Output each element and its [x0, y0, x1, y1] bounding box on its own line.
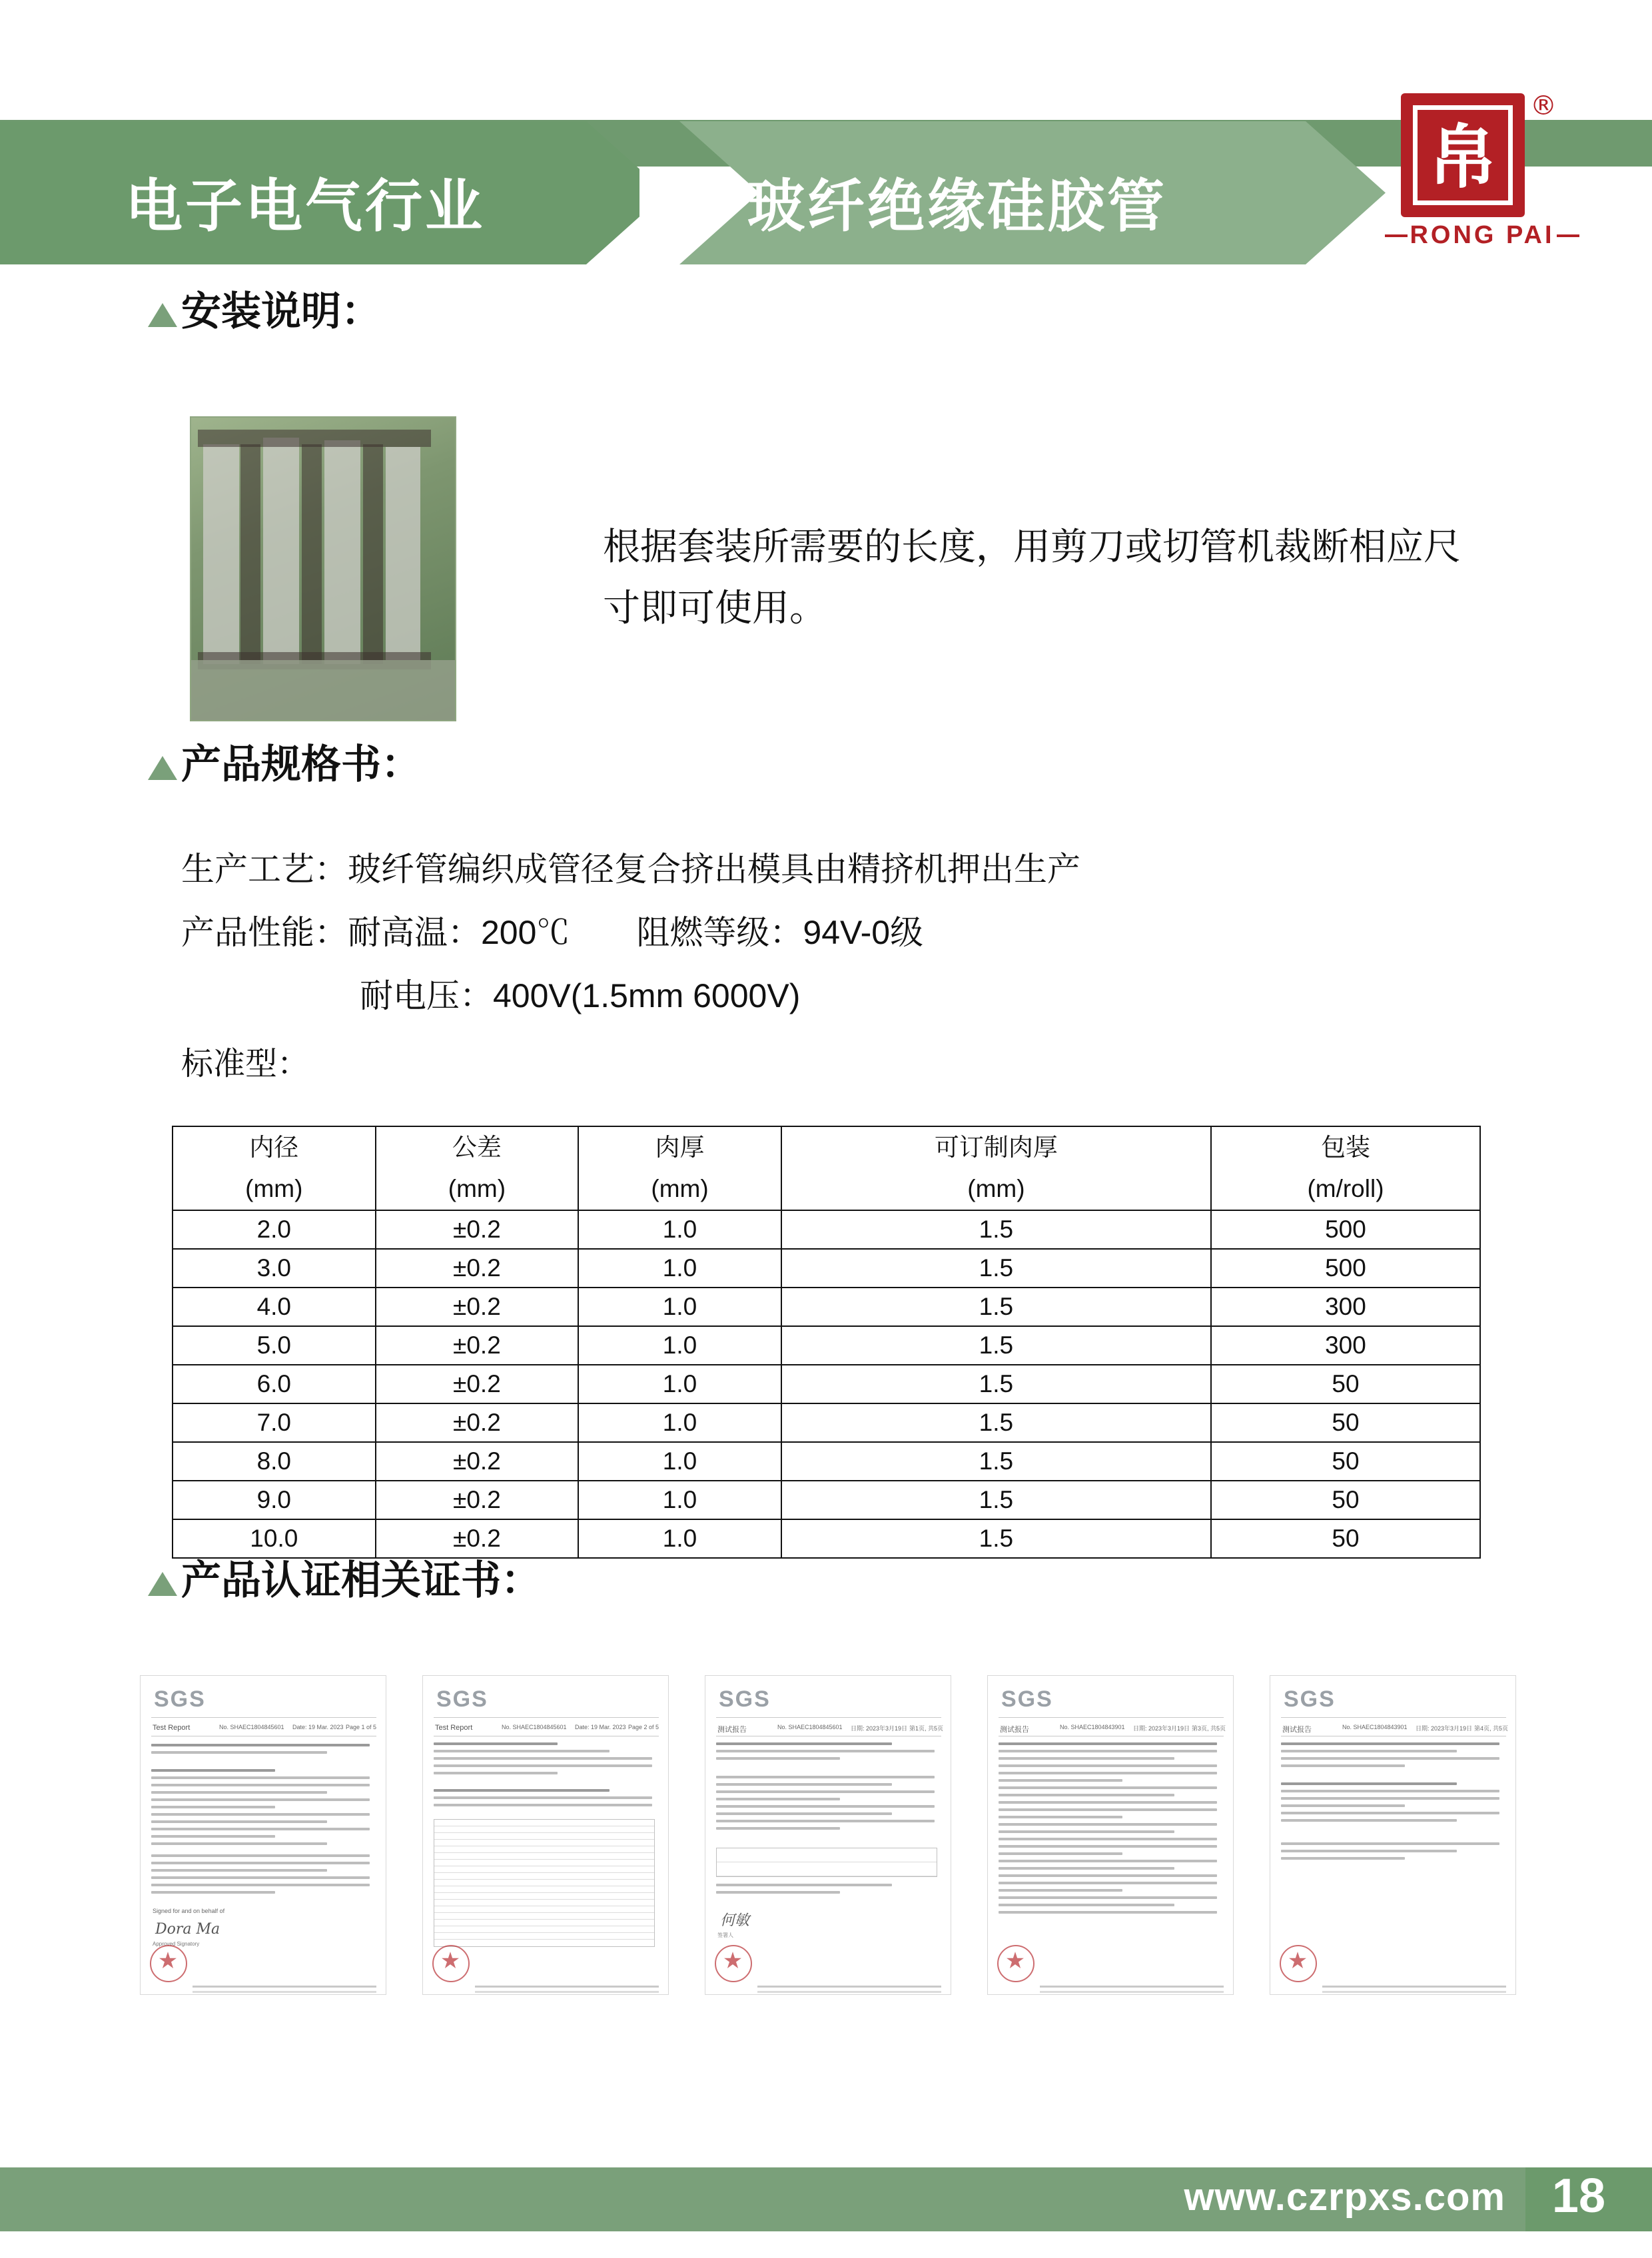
certificates-section-heading: 产品认证相关证书：: [181, 1558, 541, 1603]
cell-wall-thickness: 1.0: [578, 1249, 781, 1288]
certificate-title-1: Test Report: [153, 1724, 191, 1732]
cell-custom-thickness: 1.5: [781, 1249, 1211, 1288]
certificate-thumbnail-5[interactable]: [1270, 1675, 1516, 1995]
col-header-packaging: 包装: [1211, 1126, 1480, 1168]
cell-packaging: 50: [1211, 1519, 1480, 1558]
certificate-date-4: 日期: 2023年3月19日: [1133, 1725, 1190, 1732]
cell-inner-diameter: 4.0: [173, 1288, 376, 1326]
triangle-bullet-icon-2: [148, 756, 177, 780]
cell-custom-thickness: 1.5: [781, 1442, 1211, 1481]
footer-website-url[interactable]: www.czrpxs.com: [1184, 2175, 1505, 2219]
specification-table: [172, 1126, 1481, 1559]
certificate-signature-3: 何敏: [720, 1912, 750, 1929]
cell-tolerance: ±0.2: [376, 1519, 579, 1558]
cell-inner-diameter: 8.0: [173, 1442, 376, 1481]
cell-packaging: 50: [1211, 1442, 1480, 1481]
table-row: [173, 1288, 1480, 1326]
certificate-thumbnail-4[interactable]: [987, 1675, 1234, 1995]
page-footer: [0, 2118, 1652, 2258]
certificate-stamp-icon-3: [715, 1945, 752, 1982]
cell-wall-thickness: 1.0: [578, 1326, 781, 1365]
certificate-ref-4: No. SHAEC1804843901: [1060, 1724, 1125, 1730]
sgs-logo-5: SGS: [1284, 1687, 1336, 1712]
page-header: [0, 0, 1652, 286]
sgs-logo-2: SGS: [436, 1687, 488, 1712]
col-header-custom-thickness: 可订制肉厚: [781, 1126, 1211, 1168]
certificate-date-5: 日期: 2023年3月19日: [1416, 1725, 1473, 1732]
certificate-page-5: 第4页, 共5页: [1474, 1725, 1509, 1732]
certificate-page-4: 第3页, 共5页: [1192, 1725, 1226, 1732]
table-row: [173, 1365, 1480, 1403]
cell-inner-diameter: 5.0: [173, 1326, 376, 1365]
cell-custom-thickness: 1.5: [781, 1288, 1211, 1326]
col-header-tolerance: 公差: [376, 1126, 579, 1168]
cell-custom-thickness: 1.5: [781, 1365, 1211, 1403]
cell-tolerance: ±0.2: [376, 1481, 579, 1519]
cell-inner-diameter: 7.0: [173, 1403, 376, 1442]
cell-inner-diameter: 3.0: [173, 1249, 376, 1288]
spec-process-line: 生产工艺：玻纤管编织成管径复合挤出模具由精挤机押出生产: [181, 851, 1080, 888]
cell-wall-thickness: 1.0: [578, 1210, 781, 1249]
col-unit-custom-thickness: (mm): [781, 1168, 1211, 1210]
certificate-page-1: Page 1 of 5: [346, 1724, 377, 1730]
triangle-bullet-icon-3: [148, 1572, 177, 1596]
col-unit-wall-thickness: (mm): [578, 1168, 781, 1210]
cell-wall-thickness: 1.0: [578, 1288, 781, 1326]
table-row: [173, 1442, 1480, 1481]
certificate-ref-2: No. SHAEC1804845601: [502, 1724, 567, 1730]
certificate-ref-1: No. SHAEC1804845601: [219, 1724, 284, 1730]
certificates-gallery: [140, 1675, 1519, 1995]
cell-packaging: 500: [1211, 1210, 1480, 1249]
certificate-thumbnail-3[interactable]: [705, 1675, 951, 1995]
brand-logo: [1382, 93, 1582, 260]
table-header-row-units: [173, 1168, 1480, 1210]
col-unit-packaging: (m/roll): [1211, 1168, 1480, 1210]
col-unit-tolerance: (mm): [376, 1168, 579, 1210]
certificate-title-3: 测试报告: [717, 1726, 747, 1734]
col-header-inner-diameter: 内径: [173, 1126, 376, 1168]
cell-tolerance: ±0.2: [376, 1365, 579, 1403]
cell-tolerance: ±0.2: [376, 1288, 579, 1326]
certificate-stamp-icon-2: [432, 1945, 470, 1982]
industry-tag-label: 电子电气行业: [125, 175, 485, 238]
table-row: [173, 1249, 1480, 1288]
certificate-date-2: Date: 19 Mar. 2023: [575, 1724, 626, 1730]
table-row: [173, 1481, 1480, 1519]
cell-tolerance: ±0.2: [376, 1249, 579, 1288]
certificate-title-4: 测试报告: [1000, 1726, 1029, 1734]
product-tag-label: 玻纤绝缘硅胶管: [747, 175, 1167, 238]
certificate-thumbnail-2[interactable]: [422, 1675, 669, 1995]
certificate-title-5: 测试报告: [1282, 1726, 1312, 1734]
cell-wall-thickness: 1.0: [578, 1403, 781, 1442]
cell-custom-thickness: 1.5: [781, 1403, 1211, 1442]
certificate-ref-5: No. SHAEC1804843901: [1342, 1724, 1408, 1730]
cell-tolerance: ±0.2: [376, 1210, 579, 1249]
spec-voltage-line: 耐电压：400V(1.5mm 6000V): [360, 977, 801, 1014]
logo-seal-icon: [1401, 93, 1525, 217]
table-row: [173, 1403, 1480, 1442]
cell-custom-thickness: 1.5: [781, 1519, 1211, 1558]
cell-packaging: 50: [1211, 1403, 1480, 1442]
cell-wall-thickness: 1.0: [578, 1519, 781, 1558]
spec-standard-label: 标准型：: [181, 1046, 310, 1082]
col-header-wall-thickness: 肉厚: [578, 1126, 781, 1168]
certificate-stamp-icon-4: [997, 1945, 1034, 1982]
certificate-date-1: Date: 19 Mar. 2023: [292, 1724, 344, 1730]
certificate-ref-3: No. SHAEC1804845601: [777, 1724, 843, 1730]
cell-wall-thickness: 1.0: [578, 1481, 781, 1519]
triangle-bullet-icon: [148, 303, 177, 327]
registered-trademark-icon: ®: [1530, 91, 1557, 121]
cell-packaging: 500: [1211, 1249, 1480, 1288]
installation-photo: [190, 416, 456, 721]
certificate-signature-label-3: 签署人: [717, 1932, 733, 1938]
table-header-row-names: [173, 1126, 1480, 1168]
certificate-stamp-icon-5: [1280, 1945, 1317, 1982]
cell-tolerance: ±0.2: [376, 1442, 579, 1481]
logo-wordmark: RONG PAI: [1410, 221, 1555, 249]
cell-inner-diameter: 9.0: [173, 1481, 376, 1519]
cell-wall-thickness: 1.0: [578, 1442, 781, 1481]
certificate-page-3: 第1页, 共5页: [909, 1725, 944, 1732]
cell-tolerance: ±0.2: [376, 1326, 579, 1365]
logo-mark: 帛: [1413, 105, 1513, 205]
cell-inner-diameter: 6.0: [173, 1365, 376, 1403]
cell-packaging: 300: [1211, 1326, 1480, 1365]
page-number: 18: [1551, 2169, 1605, 2223]
cell-inner-diameter: 2.0: [173, 1210, 376, 1249]
spec-section-heading: 产品规格书：: [181, 742, 421, 787]
cell-packaging: 300: [1211, 1288, 1480, 1326]
sgs-logo-1: SGS: [154, 1687, 206, 1712]
sgs-logo-3: SGS: [719, 1687, 771, 1712]
col-unit-inner-diameter: (mm): [173, 1168, 376, 1210]
sgs-logo-4: SGS: [1001, 1687, 1053, 1712]
cell-tolerance: ±0.2: [376, 1403, 579, 1442]
install-section-heading: 安装说明：: [181, 289, 381, 334]
table-row: [173, 1326, 1480, 1365]
certificate-signature-1: Dora Ma: [155, 1921, 220, 1938]
cell-packaging: 50: [1211, 1481, 1480, 1519]
spec-performance-line: 产品性能：耐高温：200℃ 阻燃等级：94V-0级: [181, 914, 924, 951]
certificate-signature-label-1: Approved Signatory: [153, 1941, 200, 1947]
certificate-title-2: Test Report: [435, 1724, 473, 1732]
cell-custom-thickness: 1.5: [781, 1326, 1211, 1365]
certificate-thumbnail-1[interactable]: SGS Test Report No. SHAEC1804845601 Date: 19 Mar. 2023 Page 1 of 5 Signed for and on behalf of Dora Ma Approved Signatory ★: [140, 1675, 386, 1995]
cell-custom-thickness: 1.5: [781, 1481, 1211, 1519]
certificate-date-3: 日期: 2023年3月19日: [851, 1725, 908, 1732]
certificate-stamp-icon-1: [150, 1945, 187, 1982]
cell-wall-thickness: 1.0: [578, 1365, 781, 1403]
installation-instruction-text: 根据套装所需要的长度，用剪刀或切管机裁断相应尺寸即可使用。: [603, 526, 1461, 629]
cell-inner-diameter: 10.0: [173, 1519, 376, 1558]
cell-custom-thickness: 1.5: [781, 1210, 1211, 1249]
certificate-page-2: Page 2 of 5: [628, 1724, 659, 1730]
table-row: [173, 1210, 1480, 1249]
cell-packaging: 50: [1211, 1365, 1480, 1403]
